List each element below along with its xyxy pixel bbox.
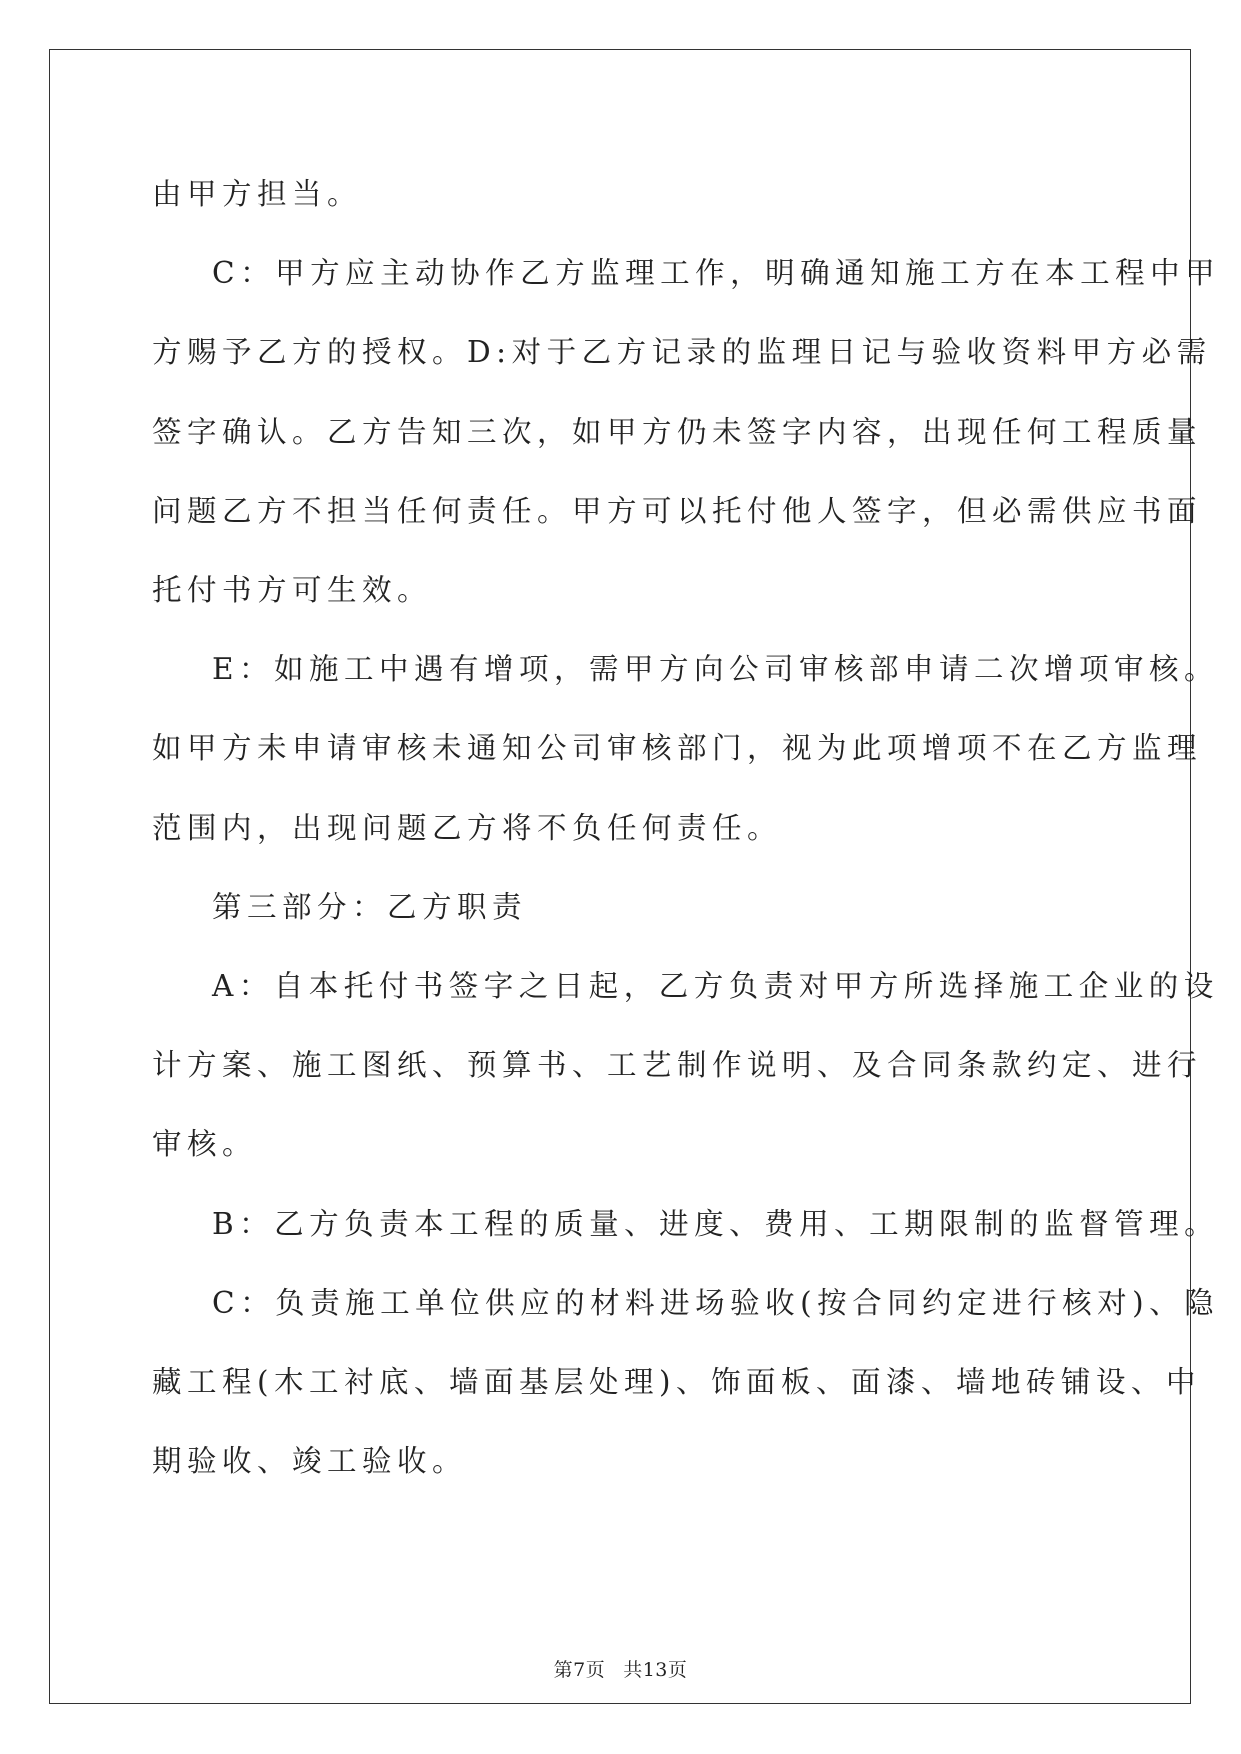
paragraph-line: 托付书方可生效。 — [152, 573, 433, 608]
paragraph-line: B：乙方负责本工程的质量、进度、费用、工期限制的监督管理。 — [212, 1206, 1220, 1241]
paragraph-line: 计方案、施工图纸、预算书、工艺制作说明、及合同条款约定、进行 — [152, 1048, 1203, 1083]
paragraph-line: 方赐予乙方的授权。D:对于乙方记录的监理日记与验收资料甲方必需 — [152, 335, 1212, 370]
paragraph-line: 签字确认。乙方告知三次，如甲方仍未签字内容，出现任何工程质量 — [152, 414, 1203, 449]
paragraph-line: 由甲方担当。 — [152, 177, 363, 211]
page-number-current: 第7页 — [553, 1659, 606, 1681]
section-heading: 第三部分：乙方职责 — [212, 889, 528, 924]
paragraph-line: C：甲方应主动协作乙方监理工作，明确通知施工方在本工程中甲 — [212, 256, 1221, 291]
paragraph-line: 如甲方未申请审核未通知公司审核部门，视为此项增项不在乙方监理 — [152, 731, 1203, 766]
page-footer — [0, 1655, 1241, 1682]
document-body — [152, 155, 1221, 1501]
paragraph-line: 期验收、竣工验收。 — [152, 1444, 468, 1479]
paragraph-line: 范围内，出现问题乙方将不负任何责任。 — [152, 810, 783, 845]
paragraph-line: A：自本托付书签字之日起，乙方负责对甲方所选择施工企业的设 — [212, 969, 1219, 1004]
paragraph-line: C：负责施工单位供应的材料进场验收(按合同约定进行核对)、隐 — [212, 1285, 1220, 1320]
page-number-total: 共13页 — [623, 1659, 688, 1681]
paragraph-line: 问题乙方不担当任何责任。甲方可以托付他人签字，但必需供应书面 — [152, 493, 1203, 528]
paragraph-line: 藏工程(木工衬底、墙面基层处理)、饰面板、面漆、墙地砖铺设、中 — [152, 1365, 1202, 1400]
paragraph-line: E：如施工中遇有增项，需甲方向公司审核部申请二次增项审核。 — [212, 652, 1220, 687]
paragraph-line: 审核。 — [152, 1127, 258, 1162]
